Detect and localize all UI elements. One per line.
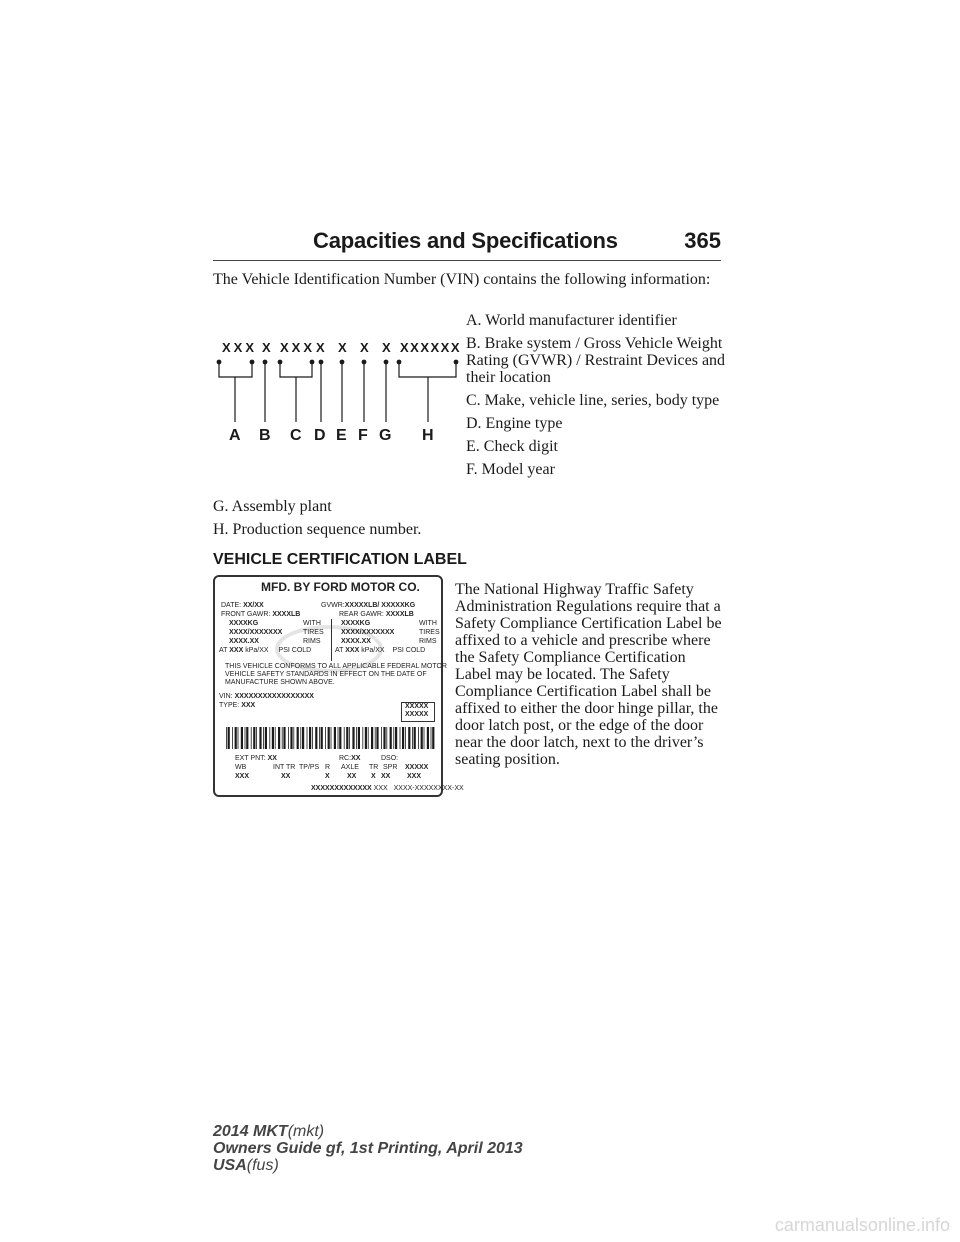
label-r: R — [325, 764, 331, 771]
vin-item-g: G. Assembly plant — [213, 498, 332, 515]
vin-code-e: X — [338, 340, 347, 355]
vin-letter-d: D — [314, 427, 326, 444]
vin-letter-f: F — [358, 427, 368, 444]
page-number: 365 — [684, 228, 721, 253]
label-rim-1: XXXX.XX — [229, 638, 259, 645]
label-tires-2: TIRES — [419, 629, 440, 636]
label-conform-3: MANUFACTURE SHOWN ABOVE. — [225, 679, 335, 686]
label-box-1: XXXXX — [405, 703, 429, 710]
vin-item-f: F. Model year — [466, 461, 555, 478]
vin-diagram — [208, 332, 464, 444]
vin-letter-b: B — [259, 427, 271, 444]
site-watermark: carmanualsonline.info — [774, 1215, 950, 1235]
label-front-gawr: FRONT GAWR: XXXXLB — [221, 611, 301, 618]
vin-code-b: X — [262, 340, 271, 355]
vin-letter-a: A — [229, 427, 241, 444]
label-mfd: MFD. BY FORD MOTOR CO. — [261, 580, 420, 594]
page-footer — [213, 1123, 523, 1174]
label-wb: WB — [235, 764, 247, 771]
label-tr: TR — [369, 764, 379, 771]
label-tp-ps: TP/PS — [299, 764, 320, 771]
label-type: TYPE: XXX — [219, 702, 256, 709]
section-title: Capacities and Specifications — [313, 228, 618, 253]
cert-heading: VEHICLE CERTIFICATION LABEL — [213, 551, 467, 568]
label-gvwr: GVWR:XXXXXLB/ XXXXXKG — [321, 602, 416, 609]
label-date: DATE: XX/XX — [221, 602, 264, 609]
label-tire-1: XXXX/XXXXXXX — [229, 629, 283, 636]
barcode — [226, 727, 433, 749]
vin-code-a: XXX — [222, 340, 258, 355]
vin-code-f: X — [360, 340, 369, 355]
footer-line-3: USA(fus) — [213, 1157, 279, 1174]
label-tires-1: TIRES — [303, 629, 324, 636]
label-column-divider — [331, 619, 332, 661]
label-ext-paint: EXT PNT: XX — [235, 755, 277, 762]
label-with-1: WITH — [303, 620, 321, 627]
label-spr-value: XXXXX — [405, 764, 429, 771]
vin-legend — [466, 312, 726, 484]
vin-code-d: X — [316, 340, 325, 355]
label-wb-value: XXX — [235, 773, 250, 780]
vin-item-d: D. Engine type — [466, 415, 563, 432]
label-box-2: XXXXX — [405, 711, 429, 718]
label-rear-gawr: REAR GAWR: XXXXLB — [339, 611, 414, 618]
label-conform-1: THIS VEHICLE CONFORMS TO ALL APPLICABLE FEDERAL MOTOR — [225, 663, 447, 670]
page-header — [213, 228, 721, 264]
label-axle: AXLE — [341, 764, 359, 771]
label-with-2: WITH — [419, 620, 437, 627]
label-axle-value: XX — [347, 773, 357, 780]
label-spr: SPR — [383, 764, 398, 771]
label-bottom-codes: XXXXXXXXXXXXX XXX XXXX-XXXXXXXX-XX — [311, 785, 464, 792]
label-tire-2: XXXX/XXXXXXX — [341, 629, 395, 636]
vin-item-b: B. Brake system / Gross Vehicle Weight Rating (GVWR) / Restraint Devices and their location — [466, 335, 726, 386]
footer-line-2: Owners Guide gf, 1st Printing, April 2013 — [213, 1140, 523, 1157]
label-rc: RC:XX — [339, 755, 361, 762]
vin-intro: The Vehicle Identification Number (VIN) contains the following information: — [213, 271, 711, 288]
label-pressure-front: AT XXX kPa/XX PSI COLD — [219, 647, 312, 654]
label-dso: DSO: — [381, 755, 399, 762]
footer-line-1: 2014 MKT(mkt) — [213, 1123, 325, 1140]
label-rims-1: RIMS — [303, 638, 321, 645]
vin-item-c: C. Make, vehicle line, series, body type — [466, 392, 720, 409]
vin-code-g: X — [382, 340, 391, 355]
vin-letter-g: G — [379, 427, 392, 444]
vin-letter-e: E — [336, 427, 347, 444]
header-divider — [213, 260, 721, 261]
vin-letter-h: H — [422, 427, 434, 444]
vin-item-e: E. Check digit — [466, 438, 558, 455]
cert-paragraph: The National Highway Traffic Safety Administration Regulations require that a Safety Compliance Certification Label be affixed to a vehicle and prescribe where the Safety Compliance Certification Label may be located. The Safety Compliance Certification Label shall be affixed to either the door hinge pillar, the door latch post, or the edge of the door near the door latch, next to the driver’s seating position. — [455, 581, 722, 768]
label-last-value: XXX — [407, 773, 422, 780]
label-tr-value: X — [371, 773, 376, 780]
label-pressure-rear: AT XXX kPa/XX PSI COLD — [335, 647, 426, 654]
label-rims-2: RIMS — [419, 638, 437, 645]
vin-item-a: A. World manufacturer identifier — [466, 312, 677, 329]
label-int-tr-value: XX — [281, 773, 291, 780]
label-kg-2: XXXXKG — [341, 620, 371, 627]
label-spr-value-2: XX — [381, 773, 391, 780]
label-kg-1: XXXXKG — [229, 620, 259, 627]
vin-legend-continued — [213, 498, 513, 544]
certification-label-image — [213, 575, 464, 797]
vin-code-c: XXX — [280, 340, 316, 355]
label-r-value: X — [325, 773, 330, 780]
vin-letter-c: C — [290, 427, 302, 444]
label-int-tr: INT TR — [273, 764, 296, 771]
label-vin: VIN: XXXXXXXXXXXXXXXXX — [219, 693, 314, 700]
label-rim-2: XXXX.XX — [341, 638, 371, 645]
label-conform-2: VEHICLE SAFETY STANDARDS IN EFFECT ON THE DATE OF — [225, 671, 427, 678]
vin-item-h: H. Production sequence number. — [213, 521, 422, 538]
vin-code-h: XXXXXX — [400, 340, 462, 355]
